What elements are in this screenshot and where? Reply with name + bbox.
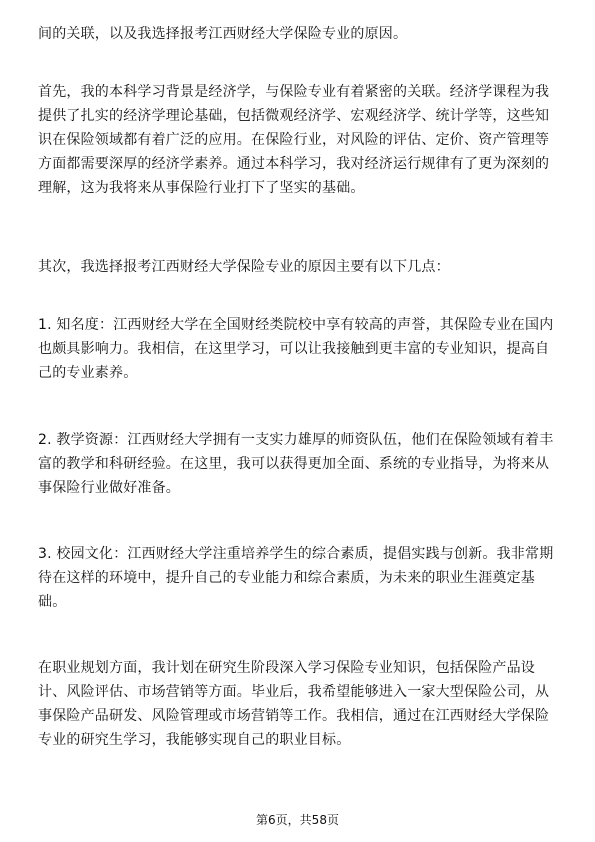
text-line: 事保险产品研发、风险管理或市场营销等工作。我相信，通过在江西财经大学保险 [38, 708, 550, 724]
text-line: 专业的研究生学习，我能够实现自己的职业目标。 [38, 732, 351, 748]
text-line: 富的教学和科研经验。在这里，我可以获得更加全面、系统的专业指导，为将来从 [38, 456, 550, 472]
text-line: 事保险行业做好准备。 [38, 480, 180, 496]
text-line: 础。 [38, 594, 67, 610]
text-line: 计、风险评估、市场营销等方面。毕业后，我希望能够进入一家大型保险公司，从 [38, 684, 550, 700]
paragraph-career-plan [38, 656, 560, 752]
text-line: 己的专业素养。 [38, 365, 138, 381]
paragraph-intro-end [38, 22, 560, 46]
text-line: 待在这样的环境中，提升自己的专业能力和综合素质，为未来的职业生涯奠定基 [38, 570, 535, 586]
paragraph-reason-teaching [38, 428, 560, 500]
text-line: 方面都需要深厚的经济学素养。通过本科学习，我对经济运行规律有了更为深刻的 [38, 156, 550, 172]
text-line: 2. 教学资源：江西财经大学拥有一支实力雄厚的师资队伍，他们在保险领域有着丰 [38, 432, 554, 448]
text-line: 1. 知名度：江西财经大学在全国财经类院校中享有较高的声誉，其保险专业在国内 [38, 317, 554, 333]
paragraph-reason-reputation [38, 313, 560, 385]
paragraph-reason-culture [38, 542, 560, 614]
text-line: 提供了扎实的经济学理论基础，包括微观经济学、宏观经济学、统计学等，这些知 [38, 108, 550, 124]
text-line: 间的关联，以及我选择报考江西财经大学保险专业的原因。 [38, 26, 408, 42]
paragraph-background [38, 80, 560, 200]
text-line: 理解，这为我将来从事保险行业打下了坚实的基础。 [38, 180, 365, 196]
text-line: 在职业规划方面，我计划在研究生阶段深入学习保险专业知识，包括保险产品设 [38, 660, 535, 676]
text-line: 3. 校园文化：江西财经大学注重培养学生的综合素质，提倡实践与创新。我非常期 [38, 546, 554, 562]
text-line: 也颇具影响力。我相信，在这里学习，可以让我接触到更丰富的专业知识，提高自 [38, 341, 550, 357]
text-line: 其次，我选择报考江西财经大学保险专业的原因主要有以下几点： [38, 259, 450, 275]
page-number: 第6页，共58页 [256, 813, 339, 827]
text-line: 识在保险领域都有着广泛的应用。在保险行业，对风险的评估、定价、资产管理等 [38, 132, 550, 148]
paragraph-reasons-intro [38, 255, 560, 279]
text-line: 首先，我的本科学习背景是经济学，与保险专业有着紧密的关联。经济学课程为我 [38, 84, 550, 100]
